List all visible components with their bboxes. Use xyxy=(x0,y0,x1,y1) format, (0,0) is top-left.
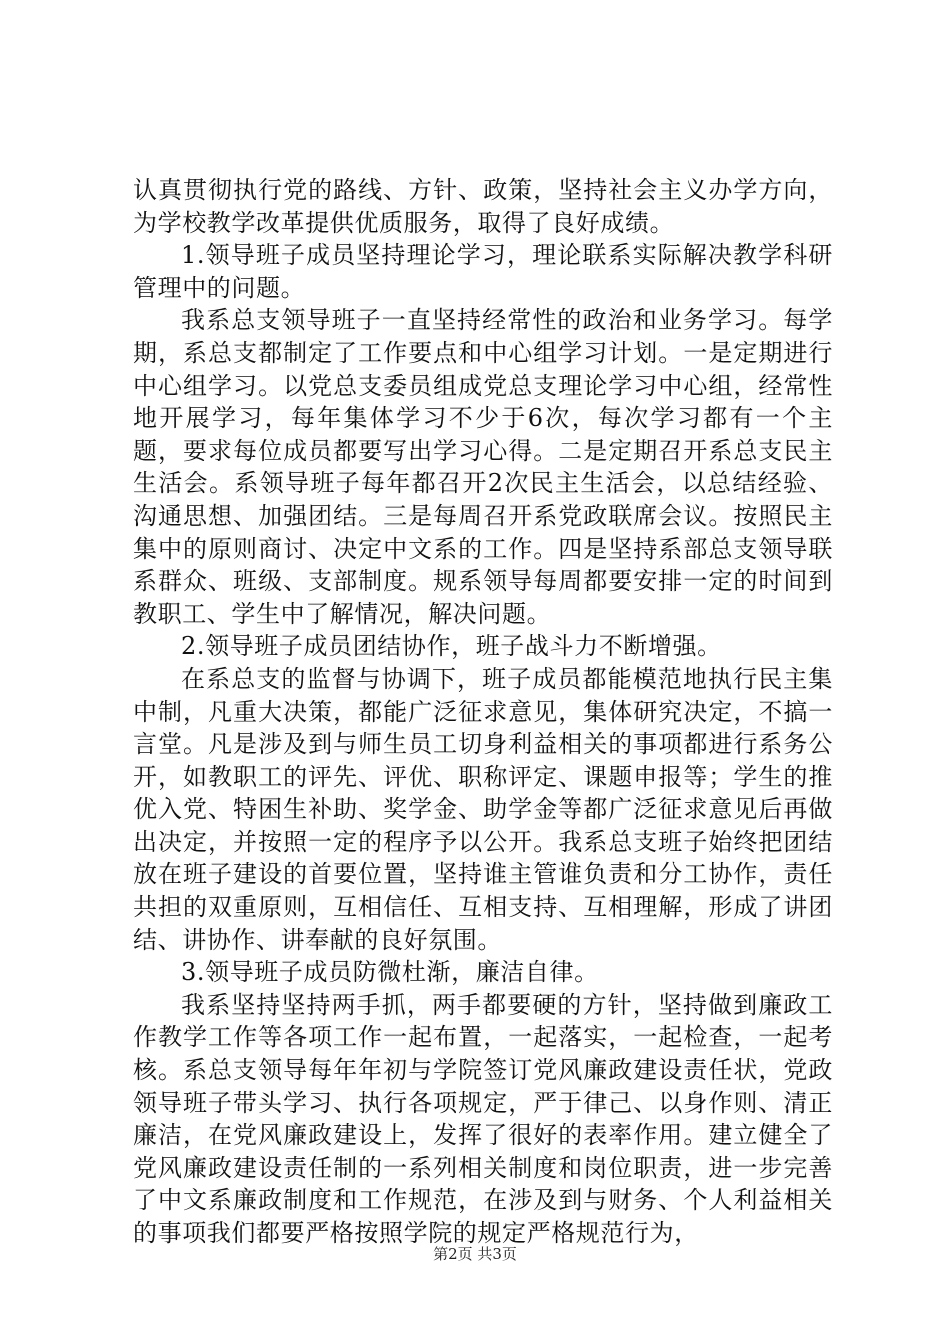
document-body xyxy=(133,174,833,1250)
heading-2: 2.领导班子成员团结协作，班子战斗力不断增强。 xyxy=(181,632,722,661)
page-number-footer: 第2页 共3页 xyxy=(433,1245,517,1263)
paragraph-2: 我系总支领导班子一直坚持经常性的政治和业务学习。每学期，系总支都制定了工作要点和中心组学习计划。一是定期进行中心组学习。以党总支委员组成党总支理论学习中心组，经常性地开展学习，每年集体学习不少于6次，每次学习都有一个主题，要求每位成员都要写出学习心得。二是定期召开系总支民主生活会。系领导班子每年都召开2次民主生活会，以总结经验、沟通思想、加强团结。三是每周召开系党政联席会议。按照民主集中的原则商讨、决定中文系的工作。四是坚持系部总支领导联系群众、班级、支部制度。规系领导每周都要安排一定的时间到教职工、学生中了解情况，解决问题。 xyxy=(133,306,833,628)
paragraph-4: 在系总支的监督与协调下，班子成员都能模范地执行民主集中制，凡重大决策，都能广泛征求意见，集体研究决定，不搞一言堂。凡是涉及到与师生员工切身利益相关的事项都进行系务公开，如教职工的评先、评优、职称评定、课题申报等；学生的推优入党、特困生补助、奖学金、助学金等都广泛征求意见后再做出决定，并按照一定的程序予以公开。我系总支班子始终把团结放在班子建设的首要位置，坚持谁主管谁负责和分工协作，责任共担的双重原则，互相信任、互相支持、互相理解，形成了讲团结、讲协作、讲奉献的良好氛围。 xyxy=(133,664,833,954)
heading-3: 3.领导班子成员防微杜渐，廉洁自律。 xyxy=(181,958,599,987)
heading-1: 1.领导班子成员坚持理论学习，理论联系实际解决教学科研管理中的问题。 xyxy=(133,241,833,302)
paragraph-0: 认真贯彻执行党的路线、方针、政策，坚持社会主义办学方向，为学校教学改革提供优质服务，取得了良好成绩。 xyxy=(133,176,833,237)
paragraph-6: 我系坚持坚持两手抓，两手都要硬的方针，坚持做到廉政工作教学工作等各项工作一起布置，一起落实，一起检查，一起考核。系总支领导每年年初与学院签订党风廉政建设责任状，党政领导班子带头学习、执行各项规定，严于律己、以身作则、清正廉洁，在党风廉政建设上，发挥了很好的表率作用。建立健全了党风廉政建设责任制的一系列相关制度和岗位职责，进一步完善了中文系廉政制度和工作规范，在涉及到与财务、个人利益相关的事项我们都要严格按照学院的规定严格规范行为， xyxy=(133,990,833,1247)
